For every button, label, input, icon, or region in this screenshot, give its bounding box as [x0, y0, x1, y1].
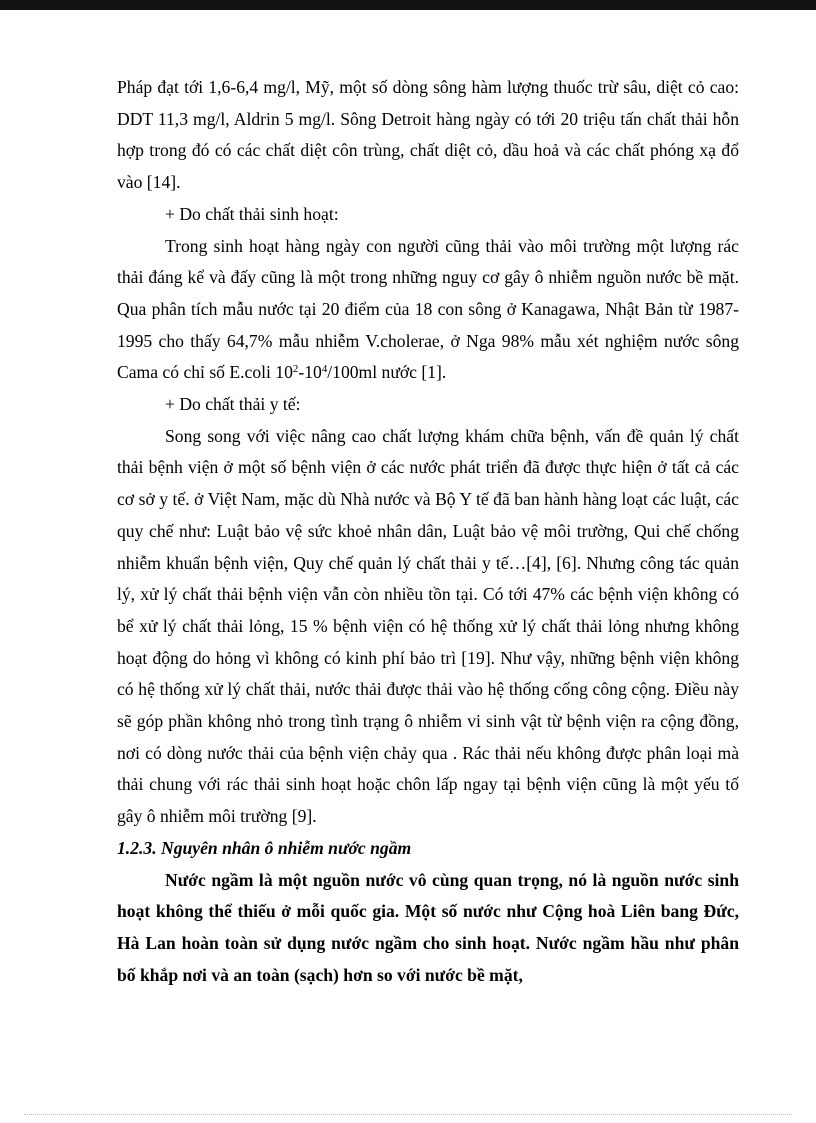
page-border-bottom	[24, 1114, 792, 1115]
page-border-top	[0, 0, 816, 10]
paragraph-household-waste-range: -10	[298, 362, 322, 383]
paragraph-household-waste-text: Trong sinh hoạt hàng ngày con người cũng thải vào môi trường một lượng rác thải đáng kể và đấy cũng là một trong những nguy cơ gây ô nhiễm nguồn nước bề mặt. Qua phân tích mẫu nước tại 20 điểm của 18 con sông ở Kanagawa, Nhật Bản từ 1987-1995 cho thấy 64,7% mẫu nhiễm V.cholerae, ở Nga 98% mẫu xét nghiệm nước sông Cama có chỉ số E.coli 10	[117, 235, 739, 383]
paragraph-pesticides: Pháp đạt tới 1,6-6,4 mg/l, Mỹ, một số dòng sông hàm lượng thuốc trừ sâu, diệt cỏ cao: DDT 11,3 mg/l, Aldrin 5 mg/l. Sông Detroit hàng ngày có tới 20 triệu tấn chất thải hỗn hợp trong đó có các chất diệt côn trùng, chất diệt cỏ, dầu hoả và các chất phóng xạ đổ vào [14].	[117, 77, 739, 193]
paragraph-household-waste-end: /100ml nước [1].	[327, 362, 447, 383]
document-body	[117, 72, 739, 991]
paragraph-medical-waste-label: + Do chất thải y tế:	[165, 394, 301, 415]
paragraph-groundwater: Nước ngầm là một nguồn nước vô cùng quan trọng, nó là nguồn nước sinh hoạt không thể thiếu ở mỗi quốc gia. Một số nước như Cộng hoà Liên bang Đức, Hà Lan hoàn toàn sử dụng nước ngầm cho sinh hoạt. Nước ngầm hầu như phân bố khắp nơi và an toàn (sạch) hơn so với nước bề mặt,	[117, 869, 739, 985]
paragraph-household-waste-label: + Do chất thải sinh hoạt:	[165, 203, 339, 224]
paragraph-medical-waste: Song song với việc nâng cao chất lượng khám chữa bệnh, vấn đề quản lý chất thải bệnh viện ở một số bệnh viện ở các nước phát triển đã được thực hiện ở tất cả các cơ sở y tế. ở Việt Nam, mặc dù Nhà nước và Bộ Y tế đã ban hành hàng loạt các luật, các quy chế như: Luật bảo vệ sức khoẻ nhân dân, Luật bảo vệ môi trường, Qui chế chống nhiễm khuẩn bệnh viện, Quy chế quản lý chất thải y tế…[4], [6]. Nhưng công tác quản lý, xử lý chất thải bệnh viện vẫn còn nhiều tồn tại. Có tới 47% các bệnh viện không có bể xử lý chất thải lỏng, 15 % bệnh viện có hệ thống xử lý chất thải lỏng nhưng không hoạt động do hỏng vì không có kinh phí bảo trì [19]. Như vậy, những bệnh viện không có hệ thống xử lý chất thải, nước thải được thải vào hệ thống cống công cộng. Điều này sẽ góp phần không nhỏ trong tình trạng ô nhiễm vi sinh vật từ bệnh viện ra cộng đồng, nơi có dòng nước thải của bệnh viện chảy qua . Rác thải nếu không được phân loại mà thải chung với rác thải sinh hoạt hoặc chôn lấp ngay tại bệnh viện cũng là một yếu tố gây ô nhiễm môi trường [9].	[117, 425, 739, 827]
section-heading: 1.2.3. Nguyên nhân ô nhiễm nước ngầm	[117, 837, 412, 858]
paragraph-household-waste	[117, 231, 739, 390]
superscript-exponent-1: 2	[292, 363, 299, 376]
superscript-exponent-2: 4	[321, 363, 328, 376]
